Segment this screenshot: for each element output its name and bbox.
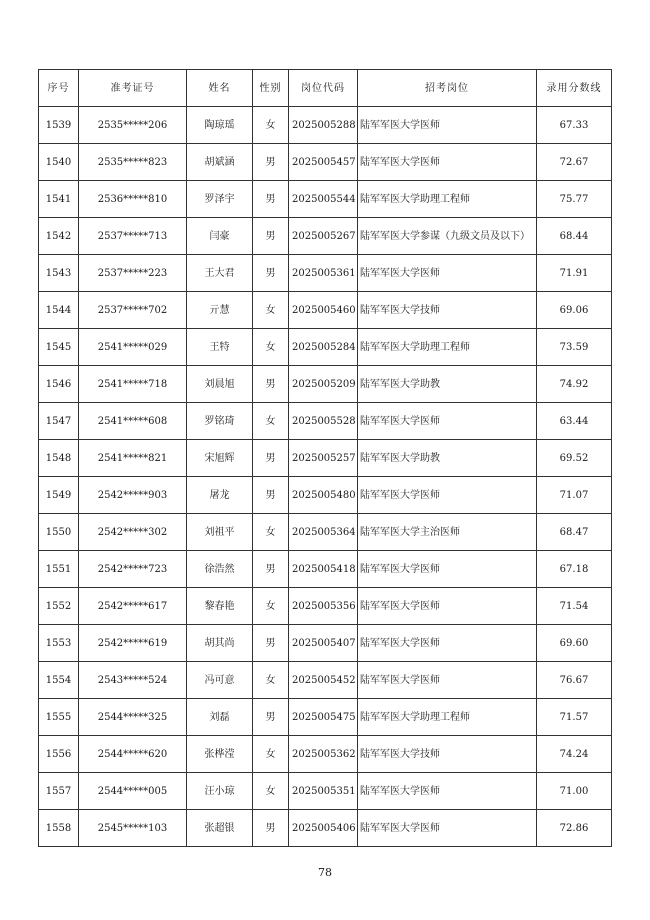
cell-exam-id: 2535*****823 (79, 144, 187, 181)
cell-seq: 1554 (39, 662, 79, 699)
cell-post-code: 2025005209 (289, 366, 358, 403)
cell-name: 宋旭辉 (187, 440, 253, 477)
table-row (39, 440, 612, 477)
cell-exam-id: 2543*****524 (79, 662, 187, 699)
cell-gender: 男 (253, 440, 289, 477)
cell-post-code: 2025005418 (289, 551, 358, 588)
cell-post-code: 2025005288 (289, 107, 358, 144)
cell-name: 刘磊 (187, 699, 253, 736)
cell-gender: 男 (253, 255, 289, 292)
cell-seq: 1539 (39, 107, 79, 144)
cell-gender: 男 (253, 218, 289, 255)
cell-score: 71.07 (537, 477, 612, 514)
header-seq: 序号 (39, 70, 79, 107)
cell-score: 75.77 (537, 181, 612, 218)
cell-post: 陆军军医大学助教 (358, 440, 537, 477)
cell-seq: 1557 (39, 773, 79, 810)
table-row (39, 292, 612, 329)
table-row (39, 403, 612, 440)
cell-post-code: 2025005351 (289, 773, 358, 810)
cell-post: 陆军军医大学医师 (358, 255, 537, 292)
cell-exam-id: 2544*****005 (79, 773, 187, 810)
cell-name: 胡斌涵 (187, 144, 253, 181)
cell-exam-id: 2541*****608 (79, 403, 187, 440)
table-row (39, 662, 612, 699)
cell-post-code: 2025005407 (289, 625, 358, 662)
cell-seq: 1556 (39, 736, 79, 773)
table-row (39, 329, 612, 366)
table-row (39, 477, 612, 514)
cell-seq: 1550 (39, 514, 79, 551)
cell-post-code: 2025005460 (289, 292, 358, 329)
cell-post-code: 2025005284 (289, 329, 358, 366)
cell-seq: 1549 (39, 477, 79, 514)
cell-name: 屠龙 (187, 477, 253, 514)
cell-post-code: 2025005457 (289, 144, 358, 181)
cell-exam-id: 2537*****223 (79, 255, 187, 292)
cell-score: 72.67 (537, 144, 612, 181)
cell-name: 罗泽宇 (187, 181, 253, 218)
cell-post-code: 2025005257 (289, 440, 358, 477)
score-table (38, 69, 612, 847)
cell-score: 63.44 (537, 403, 612, 440)
cell-post: 陆军军医大学助理工程师 (358, 181, 537, 218)
cell-name: 刘晨旭 (187, 366, 253, 403)
cell-gender: 男 (253, 810, 289, 847)
cell-exam-id: 2535*****206 (79, 107, 187, 144)
cell-exam-id: 2544*****325 (79, 699, 187, 736)
cell-score: 67.18 (537, 551, 612, 588)
cell-gender: 男 (253, 625, 289, 662)
header-name: 姓名 (187, 70, 253, 107)
cell-name: 王大君 (187, 255, 253, 292)
table-row (39, 699, 612, 736)
cell-post: 陆军军医大学医师 (358, 551, 537, 588)
cell-name: 张超银 (187, 810, 253, 847)
table-row (39, 514, 612, 551)
header-score: 录用分数线 (537, 70, 612, 107)
cell-gender: 男 (253, 366, 289, 403)
cell-gender: 女 (253, 292, 289, 329)
cell-exam-id: 2542*****617 (79, 588, 187, 625)
cell-seq: 1548 (39, 440, 79, 477)
cell-score: 71.00 (537, 773, 612, 810)
cell-name: 罗铭琦 (187, 403, 253, 440)
cell-score: 71.54 (537, 588, 612, 625)
cell-post-code: 2025005361 (289, 255, 358, 292)
cell-exam-id: 2542*****903 (79, 477, 187, 514)
table-body (39, 107, 612, 847)
cell-exam-id: 2537*****702 (79, 292, 187, 329)
cell-post-code: 2025005267 (289, 218, 358, 255)
header-post: 招考岗位 (358, 70, 537, 107)
cell-score: 72.86 (537, 810, 612, 847)
cell-gender: 女 (253, 107, 289, 144)
cell-exam-id: 2541*****821 (79, 440, 187, 477)
table-row (39, 366, 612, 403)
cell-exam-id: 2542*****723 (79, 551, 187, 588)
cell-score: 74.92 (537, 366, 612, 403)
header-gender: 性别 (253, 70, 289, 107)
cell-gender: 男 (253, 181, 289, 218)
cell-post-code: 2025005544 (289, 181, 358, 218)
cell-post-code: 2025005362 (289, 736, 358, 773)
header-post-code: 岗位代码 (289, 70, 358, 107)
cell-seq: 1540 (39, 144, 79, 181)
cell-post: 陆军军医大学助理工程师 (358, 699, 537, 736)
table-header (39, 70, 612, 107)
cell-gender: 男 (253, 699, 289, 736)
cell-seq: 1552 (39, 588, 79, 625)
cell-exam-id: 2545*****103 (79, 810, 187, 847)
cell-post-code: 2025005452 (289, 662, 358, 699)
cell-name: 冯可意 (187, 662, 253, 699)
cell-gender: 女 (253, 662, 289, 699)
page-number: 78 (318, 866, 332, 879)
cell-gender: 女 (253, 588, 289, 625)
score-table-container (38, 69, 611, 847)
cell-post: 陆军军医大学医师 (358, 662, 537, 699)
cell-post: 陆军军医大学医师 (358, 403, 537, 440)
cell-gender: 男 (253, 551, 289, 588)
cell-name: 张桦滢 (187, 736, 253, 773)
cell-exam-id: 2541*****029 (79, 329, 187, 366)
cell-post: 陆军军医大学主治医师 (358, 514, 537, 551)
cell-post: 陆军军医大学参谋（九级文员及以下） (358, 218, 537, 255)
cell-score: 68.47 (537, 514, 612, 551)
cell-seq: 1553 (39, 625, 79, 662)
cell-post-code: 2025005364 (289, 514, 358, 551)
cell-score: 69.06 (537, 292, 612, 329)
cell-post-code: 2025005528 (289, 403, 358, 440)
cell-score: 71.91 (537, 255, 612, 292)
cell-gender: 女 (253, 329, 289, 366)
cell-post: 陆军军医大学医师 (358, 144, 537, 181)
cell-gender: 男 (253, 144, 289, 181)
cell-name: 陶琼瑶 (187, 107, 253, 144)
table-row (39, 736, 612, 773)
cell-exam-id: 2536*****810 (79, 181, 187, 218)
cell-gender: 女 (253, 736, 289, 773)
table-row (39, 588, 612, 625)
cell-post-code: 2025005406 (289, 810, 358, 847)
cell-name: 王特 (187, 329, 253, 366)
cell-name: 黎春艳 (187, 588, 253, 625)
cell-seq: 1546 (39, 366, 79, 403)
table-row (39, 144, 612, 181)
table-row (39, 773, 612, 810)
cell-name: 胡其尚 (187, 625, 253, 662)
cell-name: 徐浩然 (187, 551, 253, 588)
cell-score: 73.59 (537, 329, 612, 366)
header-exam-id: 准考证号 (79, 70, 187, 107)
cell-seq: 1547 (39, 403, 79, 440)
cell-score: 68.44 (537, 218, 612, 255)
cell-score: 69.60 (537, 625, 612, 662)
cell-post: 陆军军医大学技师 (358, 736, 537, 773)
cell-score: 76.67 (537, 662, 612, 699)
cell-seq: 1555 (39, 699, 79, 736)
table-row (39, 107, 612, 144)
cell-post: 陆军军医大学医师 (358, 625, 537, 662)
cell-post-code: 2025005475 (289, 699, 358, 736)
cell-post: 陆军军医大学医师 (358, 773, 537, 810)
cell-name: 汪小琼 (187, 773, 253, 810)
table-row (39, 218, 612, 255)
cell-seq: 1543 (39, 255, 79, 292)
cell-score: 74.24 (537, 736, 612, 773)
cell-exam-id: 2537*****713 (79, 218, 187, 255)
table-row (39, 810, 612, 847)
cell-seq: 1544 (39, 292, 79, 329)
table-row (39, 181, 612, 218)
table-row (39, 625, 612, 662)
cell-post-code: 2025005356 (289, 588, 358, 625)
cell-post: 陆军军医大学医师 (358, 107, 537, 144)
cell-gender: 女 (253, 514, 289, 551)
cell-post: 陆军军医大学助理工程师 (358, 329, 537, 366)
cell-name: 刘祖平 (187, 514, 253, 551)
cell-seq: 1551 (39, 551, 79, 588)
cell-post: 陆军军医大学医师 (358, 810, 537, 847)
cell-score: 67.33 (537, 107, 612, 144)
cell-post: 陆军军医大学医师 (358, 477, 537, 514)
cell-post: 陆军军医大学助教 (358, 366, 537, 403)
cell-exam-id: 2544*****620 (79, 736, 187, 773)
header-row (39, 70, 612, 107)
cell-seq: 1558 (39, 810, 79, 847)
cell-exam-id: 2542*****302 (79, 514, 187, 551)
cell-post: 陆军军医大学技师 (358, 292, 537, 329)
cell-exam-id: 2541*****718 (79, 366, 187, 403)
cell-seq: 1541 (39, 181, 79, 218)
cell-gender: 女 (253, 773, 289, 810)
cell-post: 陆军军医大学医师 (358, 588, 537, 625)
cell-name: 闫豪 (187, 218, 253, 255)
cell-exam-id: 2542*****619 (79, 625, 187, 662)
cell-gender: 男 (253, 477, 289, 514)
cell-name: 亓慧 (187, 292, 253, 329)
cell-gender: 女 (253, 403, 289, 440)
cell-post-code: 2025005480 (289, 477, 358, 514)
cell-score: 69.52 (537, 440, 612, 477)
table-row (39, 551, 612, 588)
cell-score: 71.57 (537, 699, 612, 736)
cell-seq: 1545 (39, 329, 79, 366)
cell-seq: 1542 (39, 218, 79, 255)
table-row (39, 255, 612, 292)
